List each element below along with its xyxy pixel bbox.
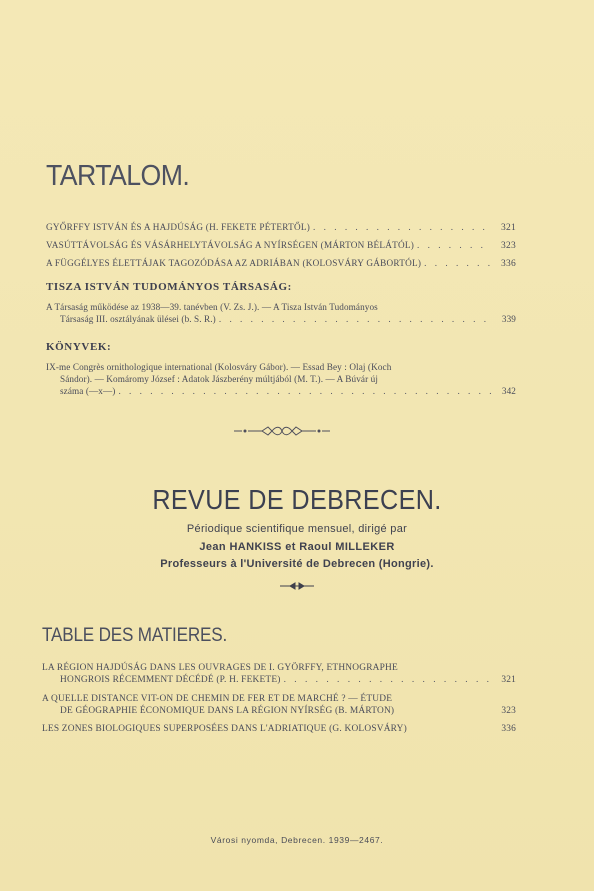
tisza-section-body <box>46 301 516 325</box>
revue-title: REVUE DE DEBRECEN. <box>152 484 442 515</box>
table-des-matieres-heading: TABLE DES MATIERES. <box>42 625 228 646</box>
toc-entry-page: 336 <box>501 259 516 269</box>
small-ornament-icon <box>280 582 314 590</box>
konyvek-section-heading: KÖNYVEK: <box>46 341 112 353</box>
tisza-line-2: Társaság III. osztályának ülései (b. S. R.) <box>60 314 216 324</box>
revue-subtitle: Périodique scientifique mensuel, dirigé par <box>186 523 408 535</box>
fr-toc-entry <box>42 724 516 736</box>
fr-entry-line-2: DE GÉOGRAPHIE ÉCONOMIQUE DANS LA RÉGION NYÍRSÉG (B. MÁRTON) <box>60 705 395 716</box>
konyvek-line-3: száma (—x—) <box>60 386 116 396</box>
toc-entry-title: GYŐRFFY ISTVÁN ÉS A HAJDÚSÁG (H. FEKETE PÉTERTŐL) <box>46 222 311 232</box>
tartalom-heading: TARTALOM. <box>46 160 190 192</box>
toc-entry-page: 323 <box>501 241 516 251</box>
fr-entry-line-1: LA RÉGION HAJDÚSÁG DANS LES OUVRAGES DE I. GYÖRFFY, ETHNOGRAPHE <box>42 663 398 673</box>
fr-toc-entry <box>42 694 516 717</box>
tisza-section-heading: TISZA ISTVÁN TUDOMÁNYOS TÁRSASÁG: <box>46 281 292 293</box>
konyvek-line-1: IX-me Congrès ornithologique international (Kolosváry Gábor). — Essad Bey : Olaj (Koch <box>46 362 392 372</box>
leader-dots <box>284 675 491 687</box>
leader-dots <box>424 258 491 268</box>
toc-entry <box>46 258 516 269</box>
leader-dots <box>417 240 491 250</box>
fr-entry-line-1: A QUELLE DISTANCE VIT-ON DE CHEMIN DE FER ET DE MARCHÉ ? — ÉTUDE <box>42 694 393 704</box>
revue-affiliation: Professeurs à l'Université de Debrecen (Hongrie). <box>160 558 434 570</box>
leader-dots <box>219 313 491 325</box>
fr-entry-page: 321 <box>501 674 516 685</box>
leader-dots <box>313 222 491 232</box>
revue-editors: Jean HANKISS et Raoul MILLEKER <box>199 541 395 553</box>
tisza-page: 339 <box>501 314 516 324</box>
toc-entry-page: 321 <box>501 223 516 233</box>
fr-toc-entry <box>42 663 516 686</box>
konyvek-section-body <box>46 361 516 397</box>
toc-entry-title: VASÚTTÁVOLSÁG ÉS VÁSÁRHELYTÁVOLSÁG A NYÍRSÉGEN (MÁRTON BÉLÁTÓL) <box>46 240 415 250</box>
fr-entry-line-1: LES ZONES BIOLOGIQUES SUPERPOSÉES DANS L'ADRIATIQUE (G. KOLOSVÁRY) <box>42 724 407 734</box>
fr-entry-page: 336 <box>501 724 516 734</box>
tisza-line-1: A Társaság működése az 1938—39. tanévben (V. Zs. J.). — A Tisza István Tudományos <box>46 302 378 312</box>
printer-imprint: Városi nyomda, Debrecen. 1939—2467. <box>210 835 384 845</box>
toc-entry-title: A FÜGGÉLYES ÉLETTÁJAK TAGOZÓDÁSA AZ ADRIÁBAN (KOLOSVÁRY GÁBORTÓL) <box>46 258 422 268</box>
konyvek-line-2: Sándor). — Komáromy József : Adatok Jászberény múltjából (M. T.). — A Búvár új <box>60 374 378 384</box>
toc-entry <box>46 240 516 251</box>
fr-entry-page: 323 <box>501 705 516 716</box>
toc-entry <box>46 222 516 233</box>
decorative-ornament-icon <box>232 424 332 438</box>
leader-dots <box>118 385 491 397</box>
fr-entry-line-2: HONGROIS RÉCEMMENT DÉCÉDÉ (P. H. FEKETE) <box>60 674 281 685</box>
konyvek-page: 342 <box>501 386 516 396</box>
